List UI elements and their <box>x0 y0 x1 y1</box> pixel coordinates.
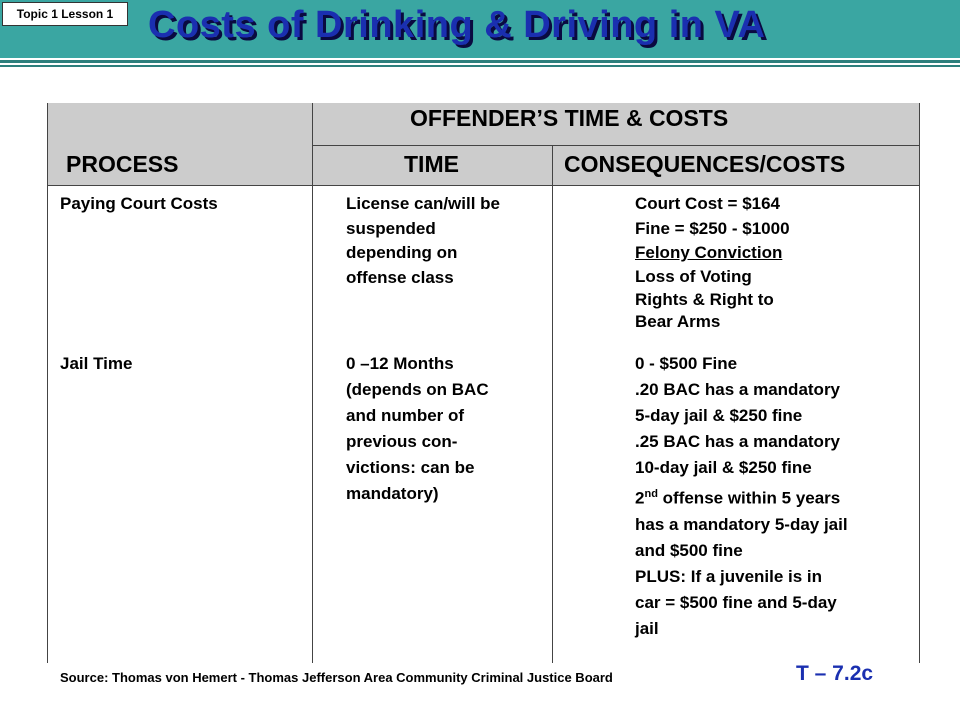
group-header: OFFENDER’S TIME & COSTS <box>410 105 729 131</box>
column-header-process: PROCESS <box>66 151 179 177</box>
source-citation: Source: Thomas von Hemert - Thomas Jefferson Area Community Criminal Justice Board <box>60 670 613 685</box>
column-divider <box>312 103 313 663</box>
slide-code: T – 7.2c <box>796 662 874 685</box>
row-time: License can/will be suspended depending on offense class <box>346 194 501 287</box>
felony-conviction-label: Felony Conviction <box>635 243 783 262</box>
header-divider <box>0 60 960 63</box>
column-header-time: TIME <box>404 151 459 177</box>
header-divider <box>47 185 920 186</box>
row-costs: 0 - $500 Fine .20 BAC has a mandatory 5-day jail & $250 fine .25 BAC has a mandatory 10-day jail & $250 fine 2nd offense within 5 years has a mandatory 5-day jail and $500 fine PLUS: If a juvenile is in car = $500 fine and 5-day jail <box>635 354 848 638</box>
topic-label: Topic 1 Lesson 1 <box>2 2 128 26</box>
page-title: Costs of Drinking & Driving in VA <box>148 4 766 46</box>
row-process: Paying Court Costs <box>60 194 218 213</box>
header-divider <box>0 65 960 67</box>
row-costs-detail: Loss of Voting Rights & Right to Bear Arms <box>635 267 774 331</box>
row-time: 0 –12 Months (depends on BAC and number of previous con- victions: can be mandatory) <box>346 354 489 503</box>
header-divider <box>312 145 920 146</box>
column-header-costs: CONSEQUENCES/COSTS <box>564 151 846 177</box>
column-divider <box>552 145 553 663</box>
row-costs: Court Cost = $164 Fine = $250 - $1000 Felony Conviction <box>635 194 790 262</box>
row-process: Jail Time <box>60 354 133 373</box>
